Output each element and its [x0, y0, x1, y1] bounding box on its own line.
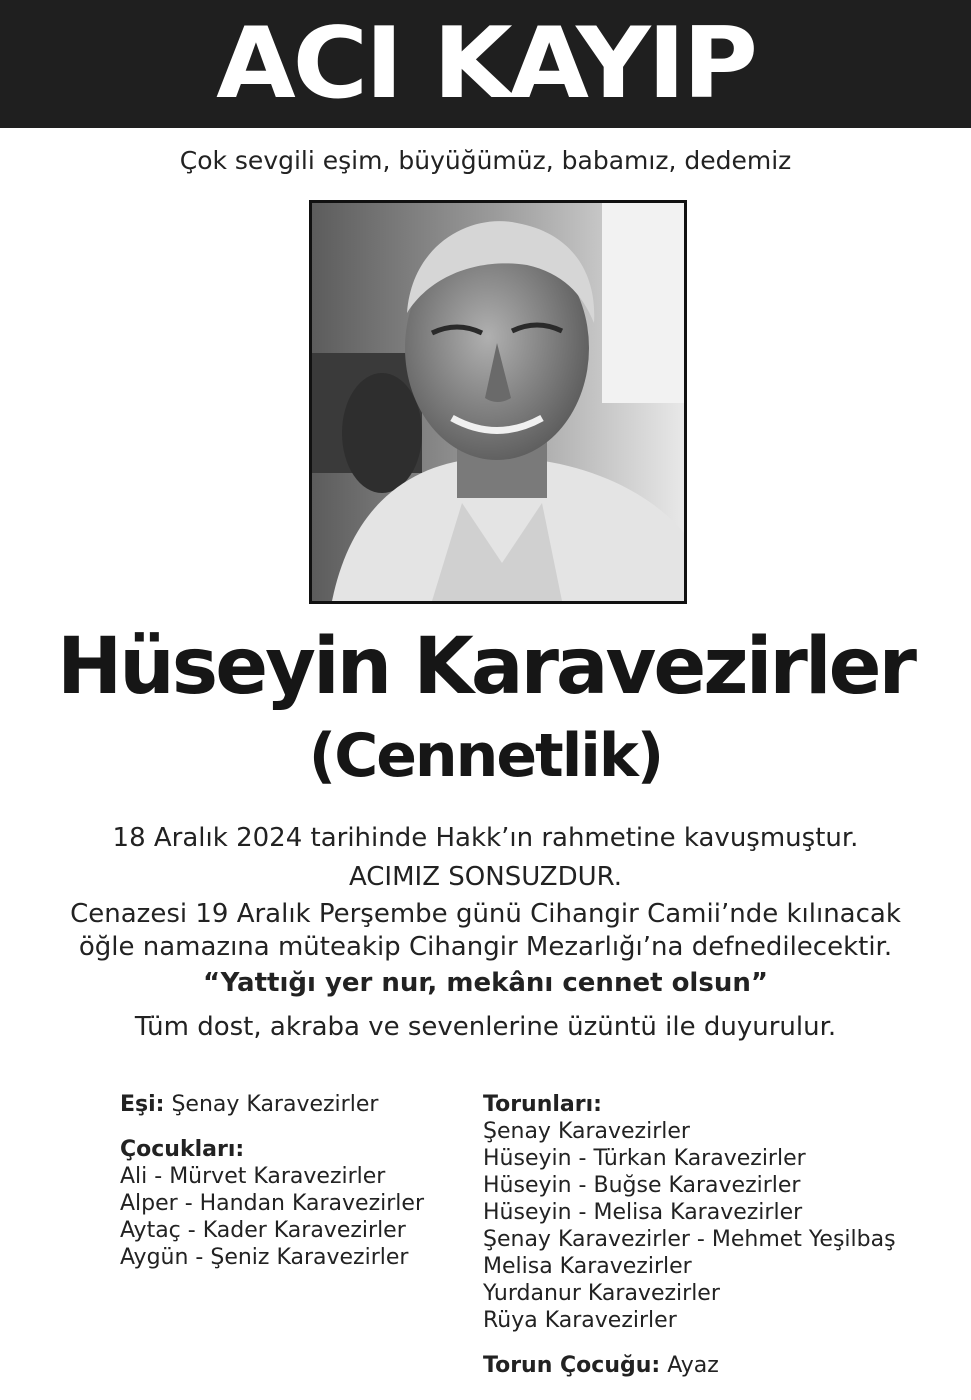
- children-label: Çocukları:: [120, 1137, 245, 1162]
- announcement-line-4: öğle namazına müteakip Cihangir Mezarlığı’na defnedilecektir.: [78, 932, 893, 962]
- family-left-column: [120, 1091, 460, 1271]
- page-title: ACI KAYIP: [216, 7, 755, 121]
- deceased-honorific: (Cennetlik): [308, 721, 663, 791]
- spouse-name: Şenay Karavezirler: [171, 1092, 379, 1117]
- list-item: Melisa Karavezirler: [483, 1254, 692, 1279]
- list-item: Aytaç - Kader Karavezirler: [120, 1218, 406, 1243]
- intro-text: Çok sevgili eşim, büyüğümüz, babamız, dedemiz: [179, 146, 792, 175]
- great-grandchild-name: Ayaz: [667, 1353, 719, 1378]
- announcement-line-5: Tüm dost, akraba ve sevenlerine üzüntü ile duyurulur.: [134, 1012, 837, 1042]
- announcement-line-1: 18 Aralık 2024 tarihinde Hakk’ın rahmetine kavuşmuştur.: [112, 823, 859, 853]
- announcement-line-2: ACIMIZ SONSUZDUR.: [348, 862, 623, 892]
- header-banner: [0, 0, 971, 128]
- list-item: Rüya Karavezirler: [483, 1308, 677, 1333]
- list-item: Hüseyin - Buğse Karavezirler: [483, 1173, 801, 1198]
- announcement-line-3: Cenazesi 19 Aralık Perşembe günü Cihangir Camii’nde kılınacak: [70, 899, 901, 929]
- list-item: Şenay Karavezirler - Mehmet Yeşilbaş: [483, 1227, 896, 1252]
- spouse-row: [120, 1091, 460, 1118]
- great-grandchild-label: Torun Çocuğu:: [483, 1353, 661, 1378]
- spouse-label: Eşi:: [120, 1092, 165, 1117]
- family-right-column: [483, 1091, 953, 1379]
- list-item: Hüseyin - Melisa Karavezirler: [483, 1200, 803, 1225]
- portrait-image: [312, 203, 684, 601]
- list-item: Hüseyin - Türkan Karavezirler: [483, 1146, 806, 1171]
- list-item: Ali - Mürvet Karavezirler: [120, 1164, 386, 1189]
- grandchildren-label: Torunları:: [483, 1092, 602, 1117]
- list-item: Alper - Handan Karavezirler: [120, 1191, 424, 1216]
- list-item: Aygün - Şeniz Karavezirler: [120, 1245, 409, 1270]
- portrait-photo: [309, 200, 687, 604]
- list-item: Yurdanur Karavezirler: [483, 1281, 720, 1306]
- deceased-name: Hüseyin Karavezirler: [56, 622, 915, 712]
- list-item: Şenay Karavezirler: [483, 1119, 690, 1144]
- great-grandchild-row: [483, 1352, 953, 1379]
- announcement-quote: “Yattığı yer nur, mekânı cennet olsun”: [203, 968, 768, 998]
